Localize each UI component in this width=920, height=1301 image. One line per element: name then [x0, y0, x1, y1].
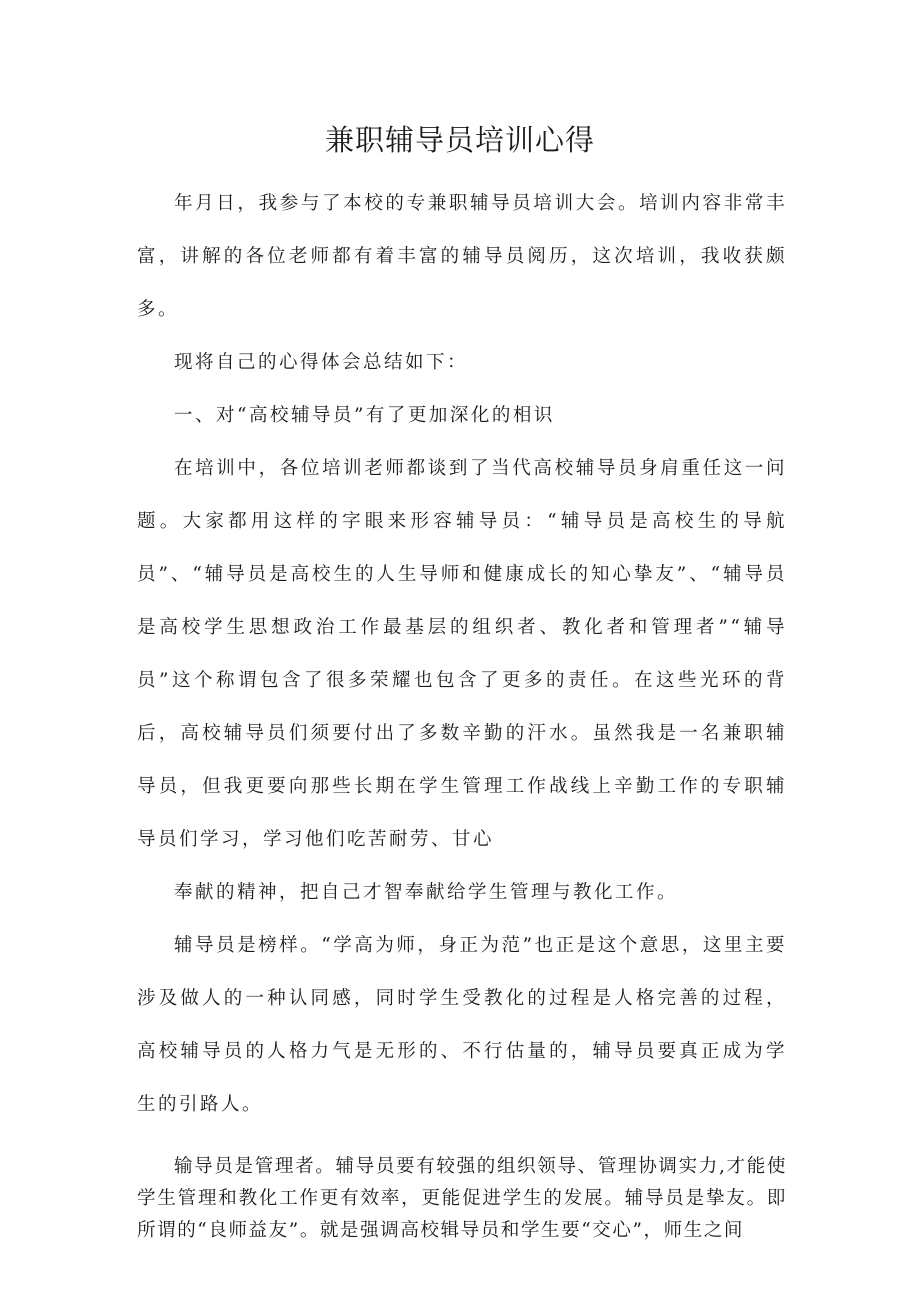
paragraph-manager: 输导员是管理者。辅导员要有较强的组织领导、管理协调实力,才能使学生管理和教化工作更有效率，更能促进学生的发展。辅导员是挚友。即所谓的“良师益友”。就是强调高校辑导员和学生要“交心”，师生之间 [137, 1156, 787, 1241]
document-title: 兼职辅导员培训心得 [324, 123, 595, 157]
paragraph-dedication: 奉献的精神，把自己才智奉献给学生管理与教化工作。 [174, 882, 679, 903]
section-heading-1: 一、对“高校辅导员”有了更加深化的相识 [174, 405, 555, 426]
paragraph-summary-lead: 现将自己的心得体会总结如下： [174, 352, 469, 373]
paragraph-intro: 年月日，我参与了本校的专兼职辅导员培训大会。培训内容非常丰富，讲解的各位老师都有着丰富的辅导员阅历，这次培训，我收获颇多。 [137, 193, 787, 320]
paragraph-training-content: 在培训中，各位培训老师都谈到了当代高校辅导员身肩重任这一问题。大家都用这样的字眼来形容辅导员：“辅导员是高校生的导航员”、“辅导员是高校生的人生导师和健康成长的知心挚友”、“辅导员是高校学生思想政治工作最基层的组织者、教化者和管理者”“辅导员”这个称谓包含了很多荣耀也包含了更多的责任。在这些光环的背后，高校辅导员们须要付出了多数辛勤的汗水。虽然我是一名兼职辅导员，但我更要向那些长期在学生管理工作战线上辛勤工作的专职辅导员们学习，学习他们吃苦耐劳、甘心 [137, 458, 787, 850]
document-body [137, 177, 787, 1247]
paragraph-role-model: 辅导员是榜样。“学高为师，身正为范”也正是这个意思，这里主要涉及做人的一种认同感，同时学生受教化的过程是人格完善的过程，高校辅导员的人格力气是无形的、不行估量的，辅导员要真正成为学生的引路人。 [137, 935, 787, 1115]
